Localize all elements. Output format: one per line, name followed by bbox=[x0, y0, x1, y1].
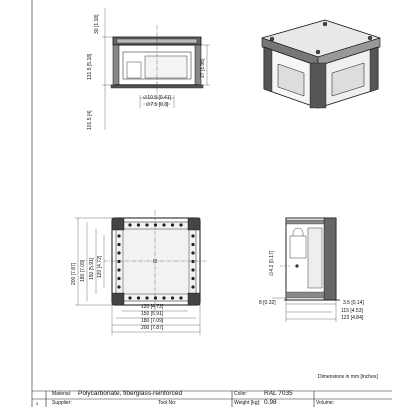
knockout-hole bbox=[117, 285, 120, 288]
dim-front-v-180: 180 [7.09] bbox=[80, 259, 86, 282]
knockout-hole bbox=[117, 251, 120, 254]
dim-top-27: 27 [1.06] bbox=[200, 58, 206, 78]
dim-top-dia-7-5: ∅7.5 [0.3] bbox=[146, 102, 169, 108]
color-value: RAL 7035 bbox=[264, 390, 293, 397]
dim-top-131-5: 131.5 [5.18] bbox=[87, 53, 93, 80]
top-view bbox=[102, 8, 210, 130]
dim-side-8: 8 [0.32] bbox=[259, 300, 276, 306]
material-value: Polycarbonate, fiberglass-reinforced bbox=[78, 390, 183, 397]
color-label: Color: bbox=[234, 391, 248, 397]
volume-label: Volume: bbox=[316, 400, 335, 406]
dim-side-115: 115 [4.53] bbox=[341, 308, 363, 314]
material-label: Material: bbox=[52, 391, 72, 397]
dim-front-v-200: 200 [7.87] bbox=[71, 262, 77, 285]
knockout-hole bbox=[191, 285, 194, 288]
dim-side-123: 123 [4.84] bbox=[341, 315, 364, 321]
side-view bbox=[269, 218, 340, 322]
supplier-label: Supplier: bbox=[52, 400, 72, 406]
dim-top-dia-10-5: ∅10.5 [0.41] bbox=[143, 95, 171, 101]
knockout-hole bbox=[179, 223, 182, 226]
dim-front-v-150: 150 [5.91] bbox=[89, 257, 95, 280]
row-marker: 3 bbox=[36, 401, 39, 406]
dimensions-note: Dimensions in mm [inches] bbox=[318, 374, 378, 380]
knockout-hole bbox=[162, 296, 165, 299]
isometric-view bbox=[262, 20, 380, 108]
knockout-hole bbox=[137, 296, 140, 299]
dim-top-30: 30 [1.18] bbox=[94, 14, 100, 34]
knockout-hole bbox=[128, 296, 131, 299]
knockout-hole bbox=[117, 268, 120, 271]
knockout-hole bbox=[191, 268, 194, 271]
knockout-hole bbox=[117, 234, 120, 237]
knockout-hole bbox=[191, 243, 194, 246]
weight-label: Weight [kg]: bbox=[234, 400, 261, 406]
knockout-hole bbox=[137, 223, 140, 226]
dim-front-v-120: 120 [4.72] bbox=[97, 255, 103, 278]
dim-side-3-5: 3.5 [0.14] bbox=[343, 300, 364, 306]
knockout-hole bbox=[191, 260, 194, 263]
knockout-hole bbox=[145, 296, 148, 299]
dim-top-101-5: 101.5 [4] bbox=[87, 110, 93, 130]
knockout-hole bbox=[117, 277, 120, 280]
knockout-hole bbox=[154, 223, 157, 226]
dim-front-h-180: 180 [7.09] bbox=[141, 318, 164, 324]
knockout-hole bbox=[145, 223, 148, 226]
knockout-hole bbox=[128, 223, 131, 226]
dim-front-h-200: 200 [7.87] bbox=[141, 325, 164, 331]
knockout-hole bbox=[162, 223, 165, 226]
knockout-hole bbox=[171, 296, 174, 299]
dim-front-h-150: 150 [5.91] bbox=[141, 311, 164, 317]
dim-side-dia-4-2: ∅4.2 [0.17] bbox=[269, 250, 275, 276]
dim-front-h-120: 120 [4.72] bbox=[141, 304, 164, 310]
knockout-hole bbox=[191, 277, 194, 280]
knockout-hole bbox=[191, 251, 194, 254]
knockout-hole bbox=[117, 260, 120, 263]
knockout-hole bbox=[191, 234, 194, 237]
toolno-label: Tool No: bbox=[158, 400, 177, 406]
knockout-hole bbox=[171, 223, 174, 226]
knockout-hole bbox=[179, 296, 182, 299]
knockout-hole bbox=[154, 296, 157, 299]
weight-value: 0.98 bbox=[264, 399, 277, 406]
knockout-hole bbox=[117, 243, 120, 246]
